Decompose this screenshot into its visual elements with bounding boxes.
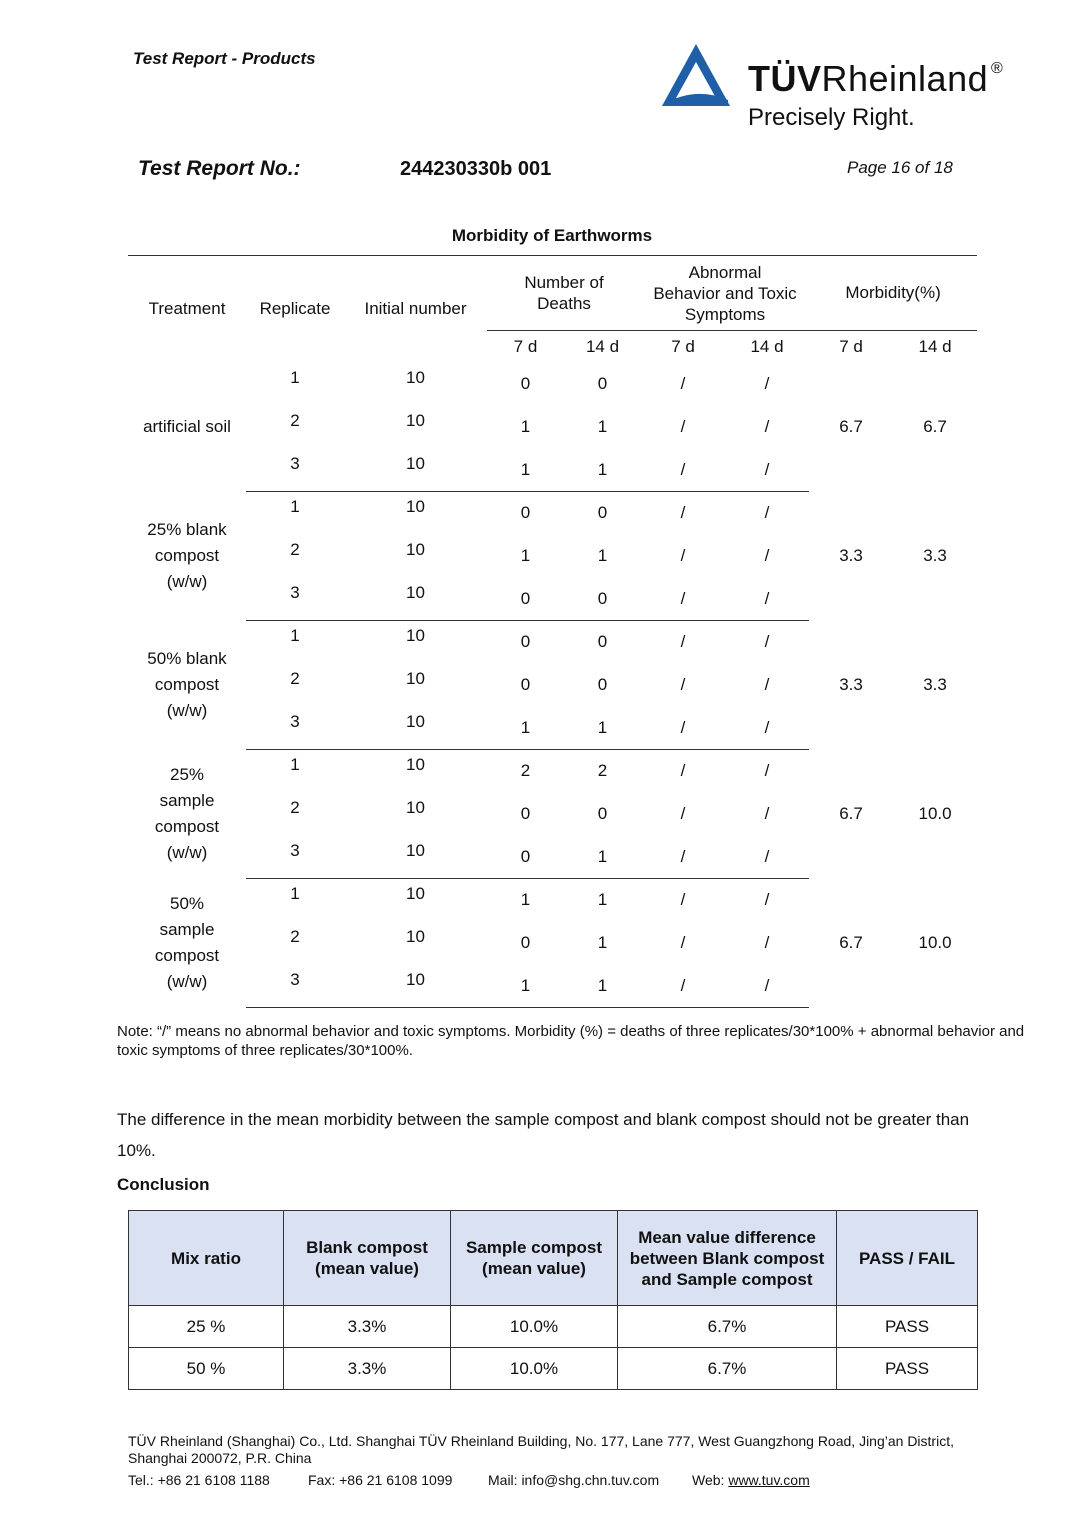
deaths-7d-cell: 2: [520, 761, 531, 781]
footer-web-label: Web:: [692, 1472, 725, 1488]
replicate-cell: 3: [246, 836, 344, 879]
initial-number-cell: 10: [344, 707, 487, 750]
document-type: Test Report - Products: [133, 49, 316, 68]
registered-mark: ®: [991, 60, 1003, 77]
abnormal-14d-cell: /: [725, 449, 809, 492]
conclusion-header-difference: Mean value difference between Blank compost and Sample compost: [618, 1211, 837, 1306]
morbidity-14d-cell: 6.7: [923, 417, 947, 436]
abnormal-7d-cell: /: [680, 890, 686, 910]
header-morbidity-14d: 14 d: [918, 336, 952, 356]
abnormal-14d-cell: /: [725, 836, 809, 879]
replicate-cell: 2: [290, 798, 300, 817]
deaths-14d-cell: 1: [564, 449, 641, 492]
replicate-cell: 1: [290, 368, 300, 387]
deaths-14d-cell: 1: [597, 890, 608, 910]
abnormal-7d-cell: /: [641, 836, 725, 879]
abnormal-14d-cell: /: [764, 417, 770, 436]
replicate-cell: 3: [246, 707, 344, 750]
abnormal-14d-cell: /: [764, 804, 770, 823]
header-morbidity: Morbidity(%): [809, 256, 977, 331]
header-deaths-14d: 14 d: [585, 336, 620, 356]
abnormal-7d-cell: /: [680, 503, 686, 523]
initial-number-cell: 10: [406, 669, 425, 688]
deaths-14d-cell: 1: [597, 546, 608, 565]
footer-tel: Tel.: +86 21 6108 1188: [128, 1472, 270, 1488]
conclusion-header-sample: Sample compost (mean value): [451, 1211, 618, 1306]
difference-cell: 6.7%: [618, 1348, 837, 1390]
abnormal-14d-cell: /: [764, 933, 770, 952]
replicate-cell: 2: [290, 927, 300, 946]
deaths-14d-cell: 1: [597, 933, 608, 952]
morbidity-7d-cell: 6.7: [839, 804, 863, 823]
abnormal-7d-cell: /: [641, 449, 725, 492]
conclusion-table: [128, 1210, 978, 1390]
conclusion-header-mix-ratio: Mix ratio: [129, 1211, 284, 1306]
table-row: [128, 621, 977, 664]
replicate-cell: 3: [246, 449, 344, 492]
header-abnormal-7d: 7 d: [671, 336, 695, 356]
abnormal-7d-cell: /: [641, 965, 725, 1008]
report-number-label: Test Report No.:: [138, 157, 301, 180]
abnormal-7d-cell: /: [680, 417, 686, 436]
deaths-7d-cell: 0: [520, 503, 531, 523]
mix-ratio-cell: 25 %: [129, 1306, 284, 1348]
sample-mean-cell: 10.0%: [451, 1306, 618, 1348]
treatment-cell: 25% sample compost (w/w): [154, 765, 220, 862]
tuv-triangle-icon: [660, 42, 732, 108]
tuv-logo: [660, 40, 1020, 135]
morbidity-7d-cell: 6.7: [839, 933, 863, 952]
deaths-7d-cell: 0: [520, 804, 531, 823]
header-abnormal: Abnormal Behavior and Toxic Symptoms: [641, 256, 809, 331]
replicate-cell: 1: [290, 626, 300, 646]
morbidity-14d-cell: 10.0: [918, 933, 952, 952]
deaths-14d-cell: 0: [597, 675, 608, 694]
deaths-14d-cell: 2: [597, 761, 608, 781]
mix-ratio-cell: 50 %: [129, 1348, 284, 1390]
abnormal-14d-cell: /: [764, 761, 770, 781]
difference-cell: 6.7%: [618, 1306, 837, 1348]
deaths-7d-cell: 0: [520, 933, 531, 952]
footer-web: [692, 1472, 810, 1488]
deaths-14d-cell: 0: [597, 632, 608, 652]
initial-number-cell: 10: [344, 449, 487, 492]
logo-wordmark: TÜVRheinland: [748, 58, 989, 99]
abnormal-14d-cell: /: [725, 578, 809, 621]
deaths-7d-cell: 1: [520, 546, 531, 565]
deaths-7d-cell: 0: [520, 632, 531, 652]
initial-number-cell: 10: [406, 497, 425, 517]
replicate-cell: 2: [290, 669, 300, 688]
sample-mean-cell: 10.0%: [451, 1348, 618, 1390]
abnormal-7d-cell: /: [680, 761, 686, 781]
morbidity-7d-cell: 6.7: [839, 417, 863, 436]
morbidity-table: [128, 255, 977, 1008]
table-note: Note: “/” means no abnormal behavior and toxic symptoms. Morbidity (%) = deaths of three replicates/30*100% + abnormal behavior and toxic symptoms of three replicates/30*100%.: [117, 1023, 1025, 1059]
deaths-7d-cell: 0: [487, 836, 564, 879]
initial-number-cell: 10: [406, 798, 425, 817]
abnormal-7d-cell: /: [680, 546, 686, 565]
deaths-14d-cell: 1: [564, 836, 641, 879]
header-morbidity-7d: 7 d: [839, 336, 863, 356]
abnormal-7d-cell: /: [680, 675, 686, 694]
initial-number-cell: 10: [406, 927, 425, 946]
report-number: 244230330b 001: [400, 158, 552, 180]
deaths-14d-cell: 1: [597, 417, 608, 436]
conclusion-row: [129, 1348, 978, 1390]
abnormal-14d-cell: /: [725, 707, 809, 750]
abnormal-14d-cell: /: [764, 546, 770, 565]
deaths-14d-cell: 0: [597, 503, 608, 523]
abnormal-14d-cell: /: [725, 965, 809, 1008]
abnormal-14d-cell: /: [764, 503, 770, 523]
abnormal-7d-cell: /: [680, 804, 686, 823]
footer-web-link[interactable]: www.tuv.com: [728, 1472, 810, 1488]
blank-mean-cell: 3.3%: [284, 1306, 451, 1348]
morbidity-table-body: [128, 363, 977, 1008]
logo-tagline: Precisely Right.: [748, 104, 915, 131]
blank-mean-cell: 3.3%: [284, 1348, 451, 1390]
deaths-14d-cell: 0: [597, 374, 608, 393]
header-replicate: Replicate: [246, 256, 344, 363]
deaths-7d-cell: 0: [520, 374, 531, 393]
header-abnormal-14d: 14 d: [750, 336, 784, 356]
initial-number-cell: 10: [344, 965, 487, 1008]
abnormal-7d-cell: /: [680, 933, 686, 952]
replicate-cell: 3: [246, 965, 344, 1008]
initial-number-cell: 10: [406, 411, 425, 430]
initial-number-cell: 10: [406, 626, 425, 646]
morbidity-14d-cell: 10.0: [918, 804, 952, 823]
abnormal-7d-cell: /: [641, 578, 725, 621]
replicate-cell: 3: [246, 578, 344, 621]
initial-number-cell: 10: [344, 836, 487, 879]
deaths-7d-cell: 1: [487, 965, 564, 1008]
deaths-7d-cell: 1: [520, 417, 531, 436]
header-initial-number: Initial number: [344, 256, 487, 363]
initial-number-cell: 10: [344, 578, 487, 621]
initial-number-cell: 10: [406, 884, 425, 904]
abnormal-7d-cell: /: [641, 707, 725, 750]
deaths-14d-cell: 1: [564, 965, 641, 1008]
replicate-cell: 2: [290, 411, 300, 430]
treatment-cell: 50% blank compost (w/w): [147, 649, 227, 720]
replicate-cell: 2: [290, 540, 300, 559]
table-row: [128, 879, 977, 922]
deaths-7d-cell: 0: [487, 578, 564, 621]
treatment-cell: 25% blank compost (w/w): [147, 520, 227, 591]
deaths-7d-cell: 1: [487, 449, 564, 492]
footer-address: TÜV Rheinland (Shanghai) Co., Ltd. Shanghai TÜV Rheinland Building, No. 177, Lane 777, West Guangzhong Road, Jing’an District, Shanghai 200072, P.R. China: [128, 1433, 954, 1466]
deaths-7d-cell: 1: [520, 890, 531, 910]
initial-number-cell: 10: [406, 755, 425, 775]
footer-fax: Fax: +86 21 6108 1099: [308, 1472, 453, 1488]
criteria-paragraph: The difference in the mean morbidity between the sample compost and blank compost should not be greater than 10%.: [117, 1110, 970, 1160]
morbidity-7d-cell: 3.3: [839, 675, 863, 694]
abnormal-14d-cell: /: [764, 632, 770, 652]
header-deaths: Number of Deaths: [487, 256, 641, 331]
initial-number-cell: 10: [406, 368, 425, 387]
deaths-7d-cell: 0: [520, 675, 531, 694]
deaths-7d-cell: 1: [487, 707, 564, 750]
morbidity-7d-cell: 3.3: [839, 546, 863, 565]
replicate-cell: 1: [290, 755, 300, 775]
treatment-cell: artificial soil: [143, 417, 231, 436]
replicate-cell: 1: [290, 497, 300, 517]
deaths-14d-cell: 0: [597, 804, 608, 823]
abnormal-14d-cell: /: [764, 374, 770, 393]
deaths-14d-cell: 0: [564, 578, 641, 621]
initial-number-cell: 10: [406, 540, 425, 559]
abnormal-14d-cell: /: [764, 890, 770, 910]
abnormal-7d-cell: /: [680, 374, 686, 393]
morbidity-table-title: Morbidity of Earthworms: [451, 226, 653, 245]
treatment-cell: 50% sample compost (w/w): [154, 894, 220, 991]
conclusion-row: [129, 1306, 978, 1348]
morbidity-14d-cell: 3.3: [923, 546, 947, 565]
morbidity-14d-cell: 3.3: [923, 675, 947, 694]
table-row: [128, 363, 977, 406]
conclusion-header-blank: Blank compost (mean value): [284, 1211, 451, 1306]
header-deaths-7d: 7 d: [513, 336, 538, 356]
header-treatment: Treatment: [128, 256, 246, 363]
abnormal-7d-cell: /: [680, 632, 686, 652]
table-row: [128, 492, 977, 535]
page-number: Page 16 of 18: [847, 158, 953, 177]
conclusion-header-pass-fail: PASS / FAIL: [837, 1211, 978, 1306]
footer-mail: Mail: info@shg.chn.tuv.com: [488, 1472, 660, 1488]
replicate-cell: 1: [290, 884, 300, 904]
conclusion-heading: Conclusion: [117, 1175, 210, 1194]
abnormal-14d-cell: /: [764, 675, 770, 694]
result-cell: PASS: [837, 1348, 978, 1390]
table-row: [128, 750, 977, 793]
deaths-14d-cell: 1: [564, 707, 641, 750]
result-cell: PASS: [837, 1306, 978, 1348]
